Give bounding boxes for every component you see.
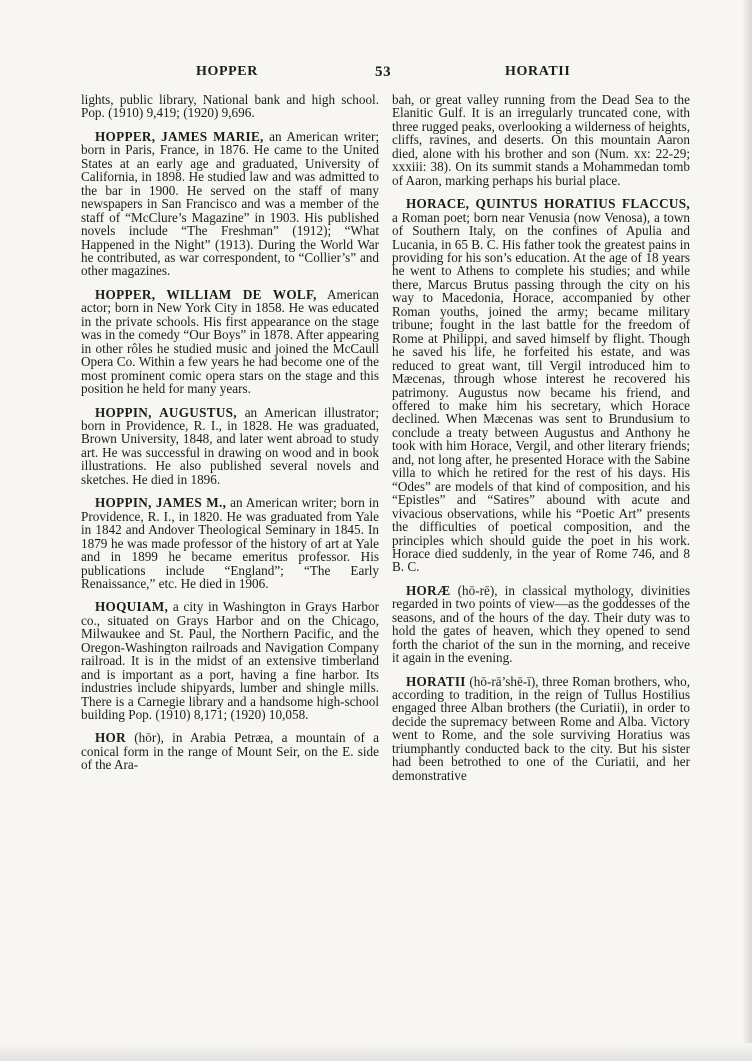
entry-text: (hō-rā’shē-ī), three Roman brothers, who, according to tradition, in the reign of Tullus Hostilius engaged three Alban brothers (the Curiatii), in order to decide the supremacy between Rome and Alba. Victory went to Rome, and the sole surviving Horatius was triumphantly conducted back to the city. But his sister had been betrothed to one of the Curiatii, and her demonstrative (392, 673, 690, 783)
entry-headword: HORACE, QUINTUS HORATIUS FLACCUS, (406, 196, 690, 212)
page-bottom-edge (0, 1043, 752, 1061)
running-header (80, 64, 690, 84)
entry-horae (392, 584, 690, 665)
entry-headword: HOR (95, 730, 126, 746)
header-left-term: HOPPER (196, 64, 258, 79)
header-right-term: HORATII (505, 64, 571, 79)
entry-headword: HOPPER, WILLIAM DE WOLF, (95, 286, 317, 302)
right-column (392, 93, 690, 792)
entry-text: a Roman poet; born near Venusia (now Venosa), a town of Southern Italy, on the confines of Apulia and Lucania, in 65 B. C. His father took the greatest pains in providing for his son’s education. At the age of 18 years he went to Athens to complete his studies; and while there, Marcus Brutus passing through the city on his way to Macedonia, Horace, accompanied by other Roman youths, joined the army; became military tribune; fought in the last battle for the freedom of Rome at Philippi, and saved himself by flight. Though he saved his life, he forfeited his estate, and was reduced to great want, till Vergil introduced him to Mæcenas, through whose interest he recovered his patrimony. Augustus now became his friend, and offered to make him his secretary, which Horace declined. When Mæcenas was sent to Brundusium to conclude a treaty between Augustus and Anthony he took with him Horace, Vergil, and other literary friends; and, not long after, he presented Horace with the Sabine villa to which he retired for the rest of his days. His “Odes” are models of that kind of composition, and his “Epistles” and “Satires” abound with acute and vivacious observations, while his “Poetic Art” presents the difficulties of poetical composition, and the principles which should guide the poet in his work. Horace died suddenly, in the year of Rome 746, and 8 B. C. (392, 209, 690, 575)
entry-headword: HOPPIN, JAMES M., (95, 495, 227, 511)
entry-text: bah, or great valley running from the Dead Sea to the Elanitic Gulf. It is an irregularly truncated cone, with three rugged peaks, overlooking a wilderness of heights, cliffs, ravines, and deserts. On this mountain Aaron died, alone with his brother and son (Num. xx: 22-29; xxxiii: 38). On its summit stands a Mohammedan tomb of Aaron, marking perhaps his burial place. (392, 92, 690, 188)
entry-text: American actor; born in New York City in 1858. He was educated in the private schools. His first appearance on the stage was in the comedy “Our Boys” in 1878. After appearing in other rôles he studied music and joined the McCaull Opera Co. Within a few years he had become one of the most prominent comic opera stars on the stage and this position he held for many years. (81, 286, 379, 397)
entry-hoppin-james-m (81, 496, 379, 590)
entry-hoquiam (81, 600, 379, 721)
entry-text: an American writer; born in Providence, R. I., in 1820. He was graduated from Yale in 1842 and Andover Theological Seminary in 1845. In 1879 he was made professor of the history of art at Yale and in 1899 he became emeritus professor. His publications include “England”; “The Early Renaissance,” etc. He died in 1906. (81, 495, 379, 591)
entry-continuation (392, 93, 690, 187)
entry-headword: HOQUIAM, (95, 599, 169, 615)
entry-text: a city in Washington in Grays Harbor co., situated on Grays Harbor and on the Chicago, Milwaukee and St. Paul, the Northern Pacific, and the Oregon-Washington railroads and Navigation Company railroad. It is in the midst of an extensive timberland and is important as a port, having a fine harbor. Its industries include shipyards, lumber and shingle mills. There is a Carnegie library and a handsome high-school building Pop. (1910) 8,171; (1920) 10,058. (81, 599, 379, 723)
entry-text: an American writer; born in Paris, France, in 1876. He came to the United States at an early age and graduated, University of California, in 1898. He studied law and was admitted to the bar in 1900. He served on the staff of many newspapers in San Francisco and was a member of the staff of “McClure’s Magazine” in 1903. His published novels include “The Freshman” (1912); “What Happened in the Night” (1913). During the World War he contributed, as war correspondent, to “Collier’s” and other magazines. (81, 128, 379, 279)
entry-continuation (81, 93, 379, 120)
entry-headword: HOPPIN, AUGUSTUS, (95, 404, 237, 420)
entry-headword: HORATII (406, 673, 466, 689)
page-number: 53 (375, 64, 392, 80)
entry-headword: HORÆ (406, 582, 451, 598)
entry-hoppin-augustus (81, 406, 379, 487)
page-edge-shadow (742, 0, 752, 1061)
entry-headword: HOPPER, JAMES MARIE, (95, 128, 264, 144)
entry-text: (hōr), in Arabia Petræa, a mountain of a conical form in the range of Mount Seir, on the E. side of the Ara- (81, 730, 379, 773)
entry-text: lights, public library, National bank and high school. Pop. (1910) 9,419; (1920) 9,696. (81, 92, 379, 121)
entry-horace (392, 197, 690, 574)
entry-hopper-william-de-wolf (81, 288, 379, 396)
entry-hor (81, 731, 379, 771)
left-column (81, 93, 379, 782)
entry-horatii (392, 675, 690, 783)
entry-text: (hō-rē), in classical mythology, divinities regarded in two points of view—as the goddesses of the seasons, and of the hours of the day. Their duty was to hold the gates of heaven, which they opened to send forth the chariot of the sun in the morning, and receive it again in the evening. (392, 582, 690, 666)
entry-text: an American illustrator; born in Providence, R. I., in 1828. He was graduated, Brown University, 1848, and later went abroad to study art. He was successful in drawing on wood and in book illustrations. He also published several novels and sketches. He died in 1896. (81, 404, 379, 487)
entry-hopper-james-marie (81, 130, 379, 278)
